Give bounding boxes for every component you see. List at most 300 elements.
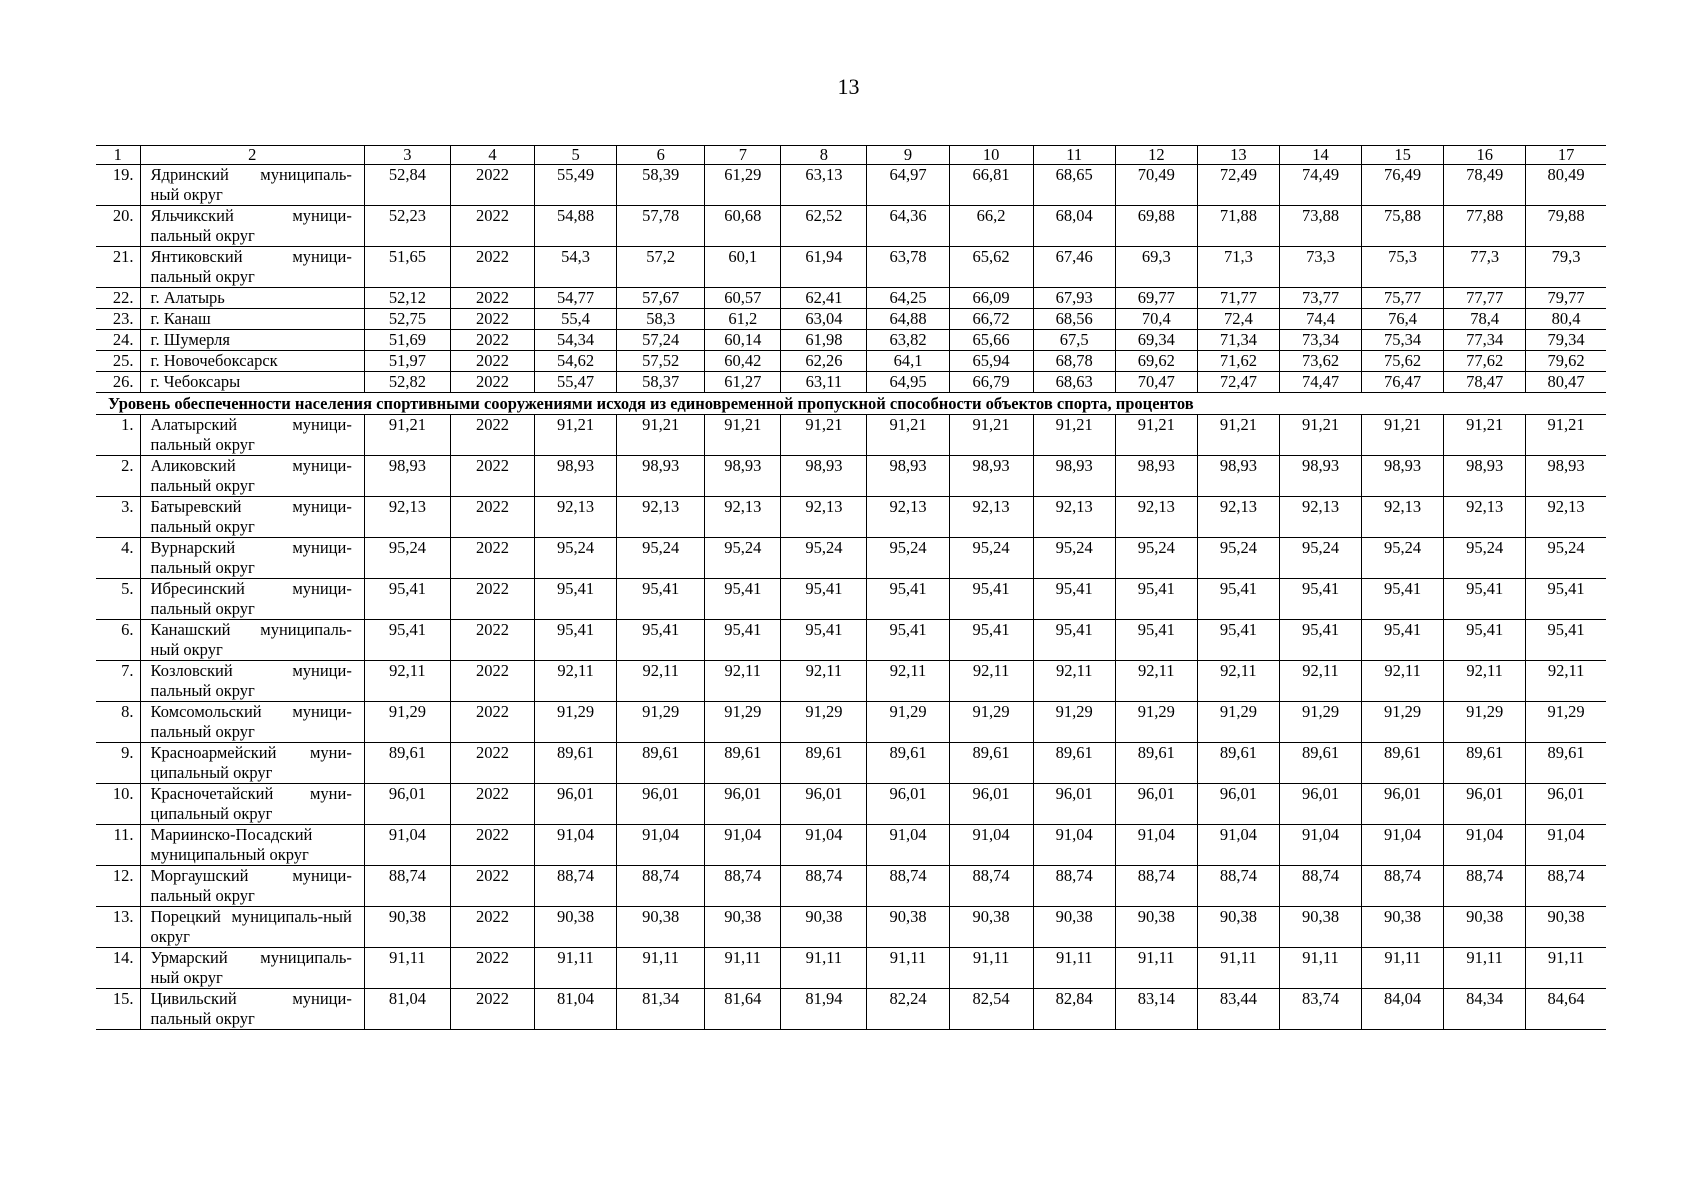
value-cell: 91,04 — [1279, 825, 1361, 866]
column-number-cell: 8 — [781, 146, 867, 165]
value-cell: 96,01 — [364, 784, 450, 825]
table-row — [96, 206, 1606, 247]
value-cell: 95,41 — [617, 620, 705, 661]
value-cell: 92,11 — [1526, 661, 1606, 702]
value-cell: 96,01 — [1279, 784, 1361, 825]
value-cell: 88,74 — [781, 866, 867, 907]
value-cell: 83,44 — [1197, 989, 1279, 1030]
value-cell: 92,11 — [949, 661, 1033, 702]
value-cell: 95,41 — [1033, 620, 1115, 661]
value-cell: 89,61 — [867, 743, 949, 784]
value-cell: 2022 — [450, 372, 534, 393]
value-cell: 91,11 — [1526, 948, 1606, 989]
value-cell: 84,64 — [1526, 989, 1606, 1030]
value-cell: 91,21 — [617, 415, 705, 456]
value-cell: 60,42 — [705, 351, 781, 372]
value-cell: 75,77 — [1362, 288, 1444, 309]
value-cell: 54,77 — [535, 288, 617, 309]
value-cell: 92,11 — [867, 661, 949, 702]
value-cell: 95,24 — [705, 538, 781, 579]
value-cell: 79,62 — [1526, 351, 1606, 372]
value-cell: 71,3 — [1197, 247, 1279, 288]
value-cell: 70,47 — [1115, 372, 1197, 393]
row-number: 2. — [96, 456, 140, 497]
value-cell: 95,24 — [1115, 538, 1197, 579]
value-cell: 66,72 — [949, 309, 1033, 330]
row-number: 10. — [96, 784, 140, 825]
value-cell: 92,13 — [1526, 497, 1606, 538]
value-cell: 92,13 — [705, 497, 781, 538]
value-cell: 95,41 — [1197, 620, 1279, 661]
value-cell: 88,74 — [617, 866, 705, 907]
value-cell: 89,61 — [1033, 743, 1115, 784]
section-heading: Уровень обеспеченности населения спортивными сооружениями исходя из единовременной пропускной способности объектов спорта, процентов — [96, 393, 1606, 415]
value-cell: 2022 — [450, 948, 534, 989]
value-cell: 72,4 — [1197, 309, 1279, 330]
value-cell: 88,74 — [1033, 866, 1115, 907]
value-cell: 91,21 — [705, 415, 781, 456]
value-cell: 54,34 — [535, 330, 617, 351]
value-cell: 92,13 — [1444, 497, 1526, 538]
row-number: 15. — [96, 989, 140, 1030]
value-cell: 91,29 — [617, 702, 705, 743]
value-cell: 2022 — [450, 330, 534, 351]
value-cell: 2022 — [450, 579, 534, 620]
value-cell: 81,04 — [535, 989, 617, 1030]
value-cell: 95,41 — [705, 579, 781, 620]
value-cell: 95,24 — [1033, 538, 1115, 579]
value-cell: 98,93 — [1033, 456, 1115, 497]
value-cell: 90,38 — [705, 907, 781, 948]
value-cell: 91,29 — [535, 702, 617, 743]
territory-name: г. Алатырь — [140, 288, 364, 309]
value-cell: 2022 — [450, 784, 534, 825]
value-cell: 92,13 — [1115, 497, 1197, 538]
value-cell: 91,04 — [1197, 825, 1279, 866]
value-cell: 90,38 — [781, 907, 867, 948]
value-cell: 95,41 — [1526, 579, 1606, 620]
table-row — [96, 948, 1606, 989]
value-cell: 2022 — [450, 907, 534, 948]
value-cell: 72,49 — [1197, 165, 1279, 206]
value-cell: 96,01 — [949, 784, 1033, 825]
value-cell: 2022 — [450, 165, 534, 206]
value-cell: 88,74 — [1362, 866, 1444, 907]
table-row — [96, 415, 1606, 456]
value-cell: 57,78 — [617, 206, 705, 247]
column-number-cell: 17 — [1526, 146, 1606, 165]
value-cell: 92,13 — [364, 497, 450, 538]
value-cell: 2022 — [450, 825, 534, 866]
value-cell: 90,38 — [364, 907, 450, 948]
value-cell: 55,47 — [535, 372, 617, 393]
value-cell: 57,2 — [617, 247, 705, 288]
value-cell: 77,62 — [1444, 351, 1526, 372]
table-row — [96, 288, 1606, 309]
value-cell: 98,93 — [1444, 456, 1526, 497]
table-row — [96, 538, 1606, 579]
value-cell: 91,04 — [705, 825, 781, 866]
value-cell: 96,01 — [1033, 784, 1115, 825]
value-cell: 95,41 — [781, 620, 867, 661]
value-cell: 52,75 — [364, 309, 450, 330]
value-cell: 71,34 — [1197, 330, 1279, 351]
value-cell: 68,65 — [1033, 165, 1115, 206]
value-cell: 89,61 — [364, 743, 450, 784]
value-cell: 95,41 — [1526, 620, 1606, 661]
value-cell: 89,61 — [617, 743, 705, 784]
value-cell: 2022 — [450, 989, 534, 1030]
value-cell: 51,69 — [364, 330, 450, 351]
value-cell: 91,04 — [781, 825, 867, 866]
value-cell: 71,62 — [1197, 351, 1279, 372]
value-cell: 2022 — [450, 247, 534, 288]
value-cell: 88,74 — [867, 866, 949, 907]
table-row — [96, 330, 1606, 351]
value-cell: 68,63 — [1033, 372, 1115, 393]
table-row — [96, 372, 1606, 393]
row-number: 11. — [96, 825, 140, 866]
value-cell: 84,04 — [1362, 989, 1444, 1030]
value-cell: 95,41 — [1362, 579, 1444, 620]
value-cell: 88,74 — [1197, 866, 1279, 907]
value-cell: 92,11 — [1115, 661, 1197, 702]
value-cell: 51,97 — [364, 351, 450, 372]
table-row — [96, 620, 1606, 661]
value-cell: 75,62 — [1362, 351, 1444, 372]
value-cell: 91,21 — [867, 415, 949, 456]
value-cell: 95,24 — [1362, 538, 1444, 579]
value-cell: 2022 — [450, 206, 534, 247]
value-cell: 73,88 — [1279, 206, 1361, 247]
value-cell: 79,3 — [1526, 247, 1606, 288]
value-cell: 91,21 — [781, 415, 867, 456]
value-cell: 92,11 — [1197, 661, 1279, 702]
value-cell: 98,93 — [781, 456, 867, 497]
value-cell: 91,04 — [535, 825, 617, 866]
territory-name: Красночетайский муни-ципальный округ — [140, 784, 364, 825]
row-number: 22. — [96, 288, 140, 309]
value-cell: 64,88 — [867, 309, 949, 330]
value-cell: 89,61 — [1362, 743, 1444, 784]
value-cell: 2022 — [450, 538, 534, 579]
value-cell: 91,29 — [1526, 702, 1606, 743]
value-cell: 95,41 — [705, 620, 781, 661]
value-cell: 90,38 — [949, 907, 1033, 948]
value-cell: 90,38 — [1115, 907, 1197, 948]
value-cell: 95,41 — [1279, 620, 1361, 661]
value-cell: 88,74 — [705, 866, 781, 907]
value-cell: 98,93 — [705, 456, 781, 497]
value-cell: 2022 — [450, 743, 534, 784]
column-number-cell: 14 — [1279, 146, 1361, 165]
value-cell: 89,61 — [1279, 743, 1361, 784]
table-row — [96, 743, 1606, 784]
value-cell: 58,37 — [617, 372, 705, 393]
value-cell: 54,3 — [535, 247, 617, 288]
value-cell: 95,41 — [1444, 579, 1526, 620]
value-cell: 52,84 — [364, 165, 450, 206]
value-cell: 96,01 — [1444, 784, 1526, 825]
column-number-cell: 16 — [1444, 146, 1526, 165]
value-cell: 95,41 — [364, 579, 450, 620]
value-cell: 96,01 — [781, 784, 867, 825]
value-cell: 69,3 — [1115, 247, 1197, 288]
value-cell: 63,78 — [867, 247, 949, 288]
value-cell: 89,61 — [1526, 743, 1606, 784]
value-cell: 57,24 — [617, 330, 705, 351]
value-cell: 67,46 — [1033, 247, 1115, 288]
value-cell: 88,74 — [535, 866, 617, 907]
value-cell: 95,41 — [1279, 579, 1361, 620]
value-cell: 91,29 — [1362, 702, 1444, 743]
value-cell: 91,21 — [1279, 415, 1361, 456]
value-cell: 92,11 — [1279, 661, 1361, 702]
value-cell: 61,2 — [705, 309, 781, 330]
value-cell: 91,04 — [949, 825, 1033, 866]
value-cell: 90,38 — [535, 907, 617, 948]
value-cell: 2022 — [450, 620, 534, 661]
table-row — [96, 784, 1606, 825]
value-cell: 70,4 — [1115, 309, 1197, 330]
value-cell: 98,93 — [364, 456, 450, 497]
value-cell: 89,61 — [1115, 743, 1197, 784]
value-cell: 91,29 — [949, 702, 1033, 743]
table-row — [96, 825, 1606, 866]
value-cell: 95,41 — [1444, 620, 1526, 661]
value-cell: 91,29 — [781, 702, 867, 743]
column-number-cell: 5 — [535, 146, 617, 165]
value-cell: 91,04 — [867, 825, 949, 866]
value-cell: 91,21 — [364, 415, 450, 456]
value-cell: 76,4 — [1362, 309, 1444, 330]
column-number-row — [96, 146, 1606, 165]
territory-name: Яльчикский муници-пальный округ — [140, 206, 364, 247]
value-cell: 2022 — [450, 497, 534, 538]
value-cell: 52,82 — [364, 372, 450, 393]
table-row — [96, 497, 1606, 538]
value-cell: 69,88 — [1115, 206, 1197, 247]
value-cell: 95,41 — [364, 620, 450, 661]
value-cell: 78,4 — [1444, 309, 1526, 330]
value-cell: 92,11 — [705, 661, 781, 702]
value-cell: 98,93 — [867, 456, 949, 497]
value-cell: 2022 — [450, 866, 534, 907]
value-cell: 81,64 — [705, 989, 781, 1030]
value-cell: 90,38 — [1444, 907, 1526, 948]
value-cell: 75,3 — [1362, 247, 1444, 288]
value-cell: 92,13 — [617, 497, 705, 538]
value-cell: 91,11 — [781, 948, 867, 989]
value-cell: 96,01 — [705, 784, 781, 825]
value-cell: 58,3 — [617, 309, 705, 330]
value-cell: 90,38 — [1279, 907, 1361, 948]
value-cell: 66,81 — [949, 165, 1033, 206]
value-cell: 80,49 — [1526, 165, 1606, 206]
value-cell: 98,93 — [1197, 456, 1279, 497]
column-number-cell: 13 — [1197, 146, 1279, 165]
value-cell: 69,77 — [1115, 288, 1197, 309]
row-number: 1. — [96, 415, 140, 456]
value-cell: 61,27 — [705, 372, 781, 393]
value-cell: 96,01 — [867, 784, 949, 825]
value-cell: 79,77 — [1526, 288, 1606, 309]
page-number: 13 — [837, 74, 860, 99]
value-cell: 95,41 — [949, 620, 1033, 661]
value-cell: 95,24 — [1444, 538, 1526, 579]
value-cell: 63,04 — [781, 309, 867, 330]
value-cell: 80,47 — [1526, 372, 1606, 393]
column-number-cell: 4 — [450, 146, 534, 165]
value-cell: 79,88 — [1526, 206, 1606, 247]
value-cell: 2022 — [450, 415, 534, 456]
value-cell: 95,41 — [1197, 579, 1279, 620]
row-number: 4. — [96, 538, 140, 579]
value-cell: 95,24 — [1526, 538, 1606, 579]
value-cell: 96,01 — [1115, 784, 1197, 825]
value-cell: 91,29 — [1197, 702, 1279, 743]
value-cell: 76,47 — [1362, 372, 1444, 393]
value-cell: 92,11 — [1362, 661, 1444, 702]
value-cell: 62,52 — [781, 206, 867, 247]
value-cell: 92,11 — [364, 661, 450, 702]
value-cell: 95,24 — [1197, 538, 1279, 579]
territory-name: Порецкий муниципаль-ный округ — [140, 907, 364, 948]
value-cell: 91,04 — [1526, 825, 1606, 866]
value-cell: 73,3 — [1279, 247, 1361, 288]
territory-name: г. Чебоксары — [140, 372, 364, 393]
value-cell: 91,29 — [705, 702, 781, 743]
territory-name: Моргаушский муници-пальный округ — [140, 866, 364, 907]
value-cell: 91,11 — [1444, 948, 1526, 989]
value-cell: 91,21 — [1526, 415, 1606, 456]
value-cell: 91,11 — [1362, 948, 1444, 989]
value-cell: 91,11 — [1033, 948, 1115, 989]
territory-name: Батыревский муници-пальный округ — [140, 497, 364, 538]
value-cell: 73,34 — [1279, 330, 1361, 351]
value-cell: 92,13 — [535, 497, 617, 538]
row-number: 8. — [96, 702, 140, 743]
value-cell: 90,38 — [1033, 907, 1115, 948]
territory-name: Мариинско-Посадский муниципальный округ — [140, 825, 364, 866]
value-cell: 64,95 — [867, 372, 949, 393]
value-cell: 67,93 — [1033, 288, 1115, 309]
value-cell: 75,34 — [1362, 330, 1444, 351]
column-number-cell: 1 — [96, 146, 140, 165]
row-number: 19. — [96, 165, 140, 206]
value-cell: 95,24 — [949, 538, 1033, 579]
table-row — [96, 866, 1606, 907]
value-cell: 64,97 — [867, 165, 949, 206]
value-cell: 75,88 — [1362, 206, 1444, 247]
territory-name: Козловский муници-пальный округ — [140, 661, 364, 702]
value-cell: 61,29 — [705, 165, 781, 206]
territory-name: Алатырский муници-пальный округ — [140, 415, 364, 456]
territory-name: Ибресинский муници-пальный округ — [140, 579, 364, 620]
column-number-cell: 3 — [364, 146, 450, 165]
territory-name: Канашский муниципаль-ный округ — [140, 620, 364, 661]
value-cell: 62,26 — [781, 351, 867, 372]
value-cell: 98,93 — [1115, 456, 1197, 497]
value-cell: 77,34 — [1444, 330, 1526, 351]
section-heading-row — [96, 393, 1606, 415]
value-cell: 91,29 — [1115, 702, 1197, 743]
table-row — [96, 907, 1606, 948]
value-cell: 95,41 — [867, 620, 949, 661]
value-cell: 70,49 — [1115, 165, 1197, 206]
value-cell: 91,21 — [1033, 415, 1115, 456]
value-cell: 91,11 — [535, 948, 617, 989]
value-cell: 98,93 — [535, 456, 617, 497]
row-number: 25. — [96, 351, 140, 372]
value-cell: 71,88 — [1197, 206, 1279, 247]
value-cell: 89,61 — [705, 743, 781, 784]
value-cell: 95,41 — [867, 579, 949, 620]
territory-name: Ядринский муниципаль-ный округ — [140, 165, 364, 206]
territory-name: Комсомольский муници-пальный округ — [140, 702, 364, 743]
value-cell: 57,67 — [617, 288, 705, 309]
value-cell: 83,74 — [1279, 989, 1361, 1030]
value-cell: 52,12 — [364, 288, 450, 309]
territory-name: Цивильский муници-пальный округ — [140, 989, 364, 1030]
value-cell: 91,21 — [1444, 415, 1526, 456]
value-cell: 92,11 — [617, 661, 705, 702]
value-cell: 89,61 — [781, 743, 867, 784]
value-cell: 91,04 — [617, 825, 705, 866]
value-cell: 92,13 — [949, 497, 1033, 538]
value-cell: 51,65 — [364, 247, 450, 288]
column-number-cell: 6 — [617, 146, 705, 165]
value-cell: 88,74 — [1115, 866, 1197, 907]
value-cell: 90,38 — [1197, 907, 1279, 948]
value-cell: 74,4 — [1279, 309, 1361, 330]
value-cell: 95,41 — [535, 579, 617, 620]
value-cell: 95,41 — [1033, 579, 1115, 620]
territory-name: Красноармейский муни-ципальный округ — [140, 743, 364, 784]
column-number-cell: 9 — [867, 146, 949, 165]
value-cell: 95,24 — [867, 538, 949, 579]
table-row — [96, 661, 1606, 702]
table-row — [96, 456, 1606, 497]
value-cell: 54,62 — [535, 351, 617, 372]
value-cell: 91,04 — [1033, 825, 1115, 866]
value-cell: 92,13 — [1197, 497, 1279, 538]
value-cell: 71,77 — [1197, 288, 1279, 309]
value-cell: 66,2 — [949, 206, 1033, 247]
territory-name: Аликовский муници-пальный округ — [140, 456, 364, 497]
value-cell: 91,11 — [949, 948, 1033, 989]
territory-name: Вурнарский муници-пальный округ — [140, 538, 364, 579]
value-cell: 77,3 — [1444, 247, 1526, 288]
row-number: 7. — [96, 661, 140, 702]
value-cell: 98,93 — [949, 456, 1033, 497]
value-cell: 92,13 — [781, 497, 867, 538]
value-cell: 60,14 — [705, 330, 781, 351]
territory-name: г. Шумерля — [140, 330, 364, 351]
column-number-cell: 11 — [1033, 146, 1115, 165]
value-cell: 79,34 — [1526, 330, 1606, 351]
value-cell: 73,62 — [1279, 351, 1361, 372]
value-cell: 91,29 — [1444, 702, 1526, 743]
value-cell: 2022 — [450, 309, 534, 330]
row-number: 26. — [96, 372, 140, 393]
value-cell: 2022 — [450, 351, 534, 372]
value-cell: 95,24 — [364, 538, 450, 579]
value-cell: 91,11 — [867, 948, 949, 989]
table-row — [96, 579, 1606, 620]
value-cell: 63,13 — [781, 165, 867, 206]
value-cell: 74,47 — [1279, 372, 1361, 393]
